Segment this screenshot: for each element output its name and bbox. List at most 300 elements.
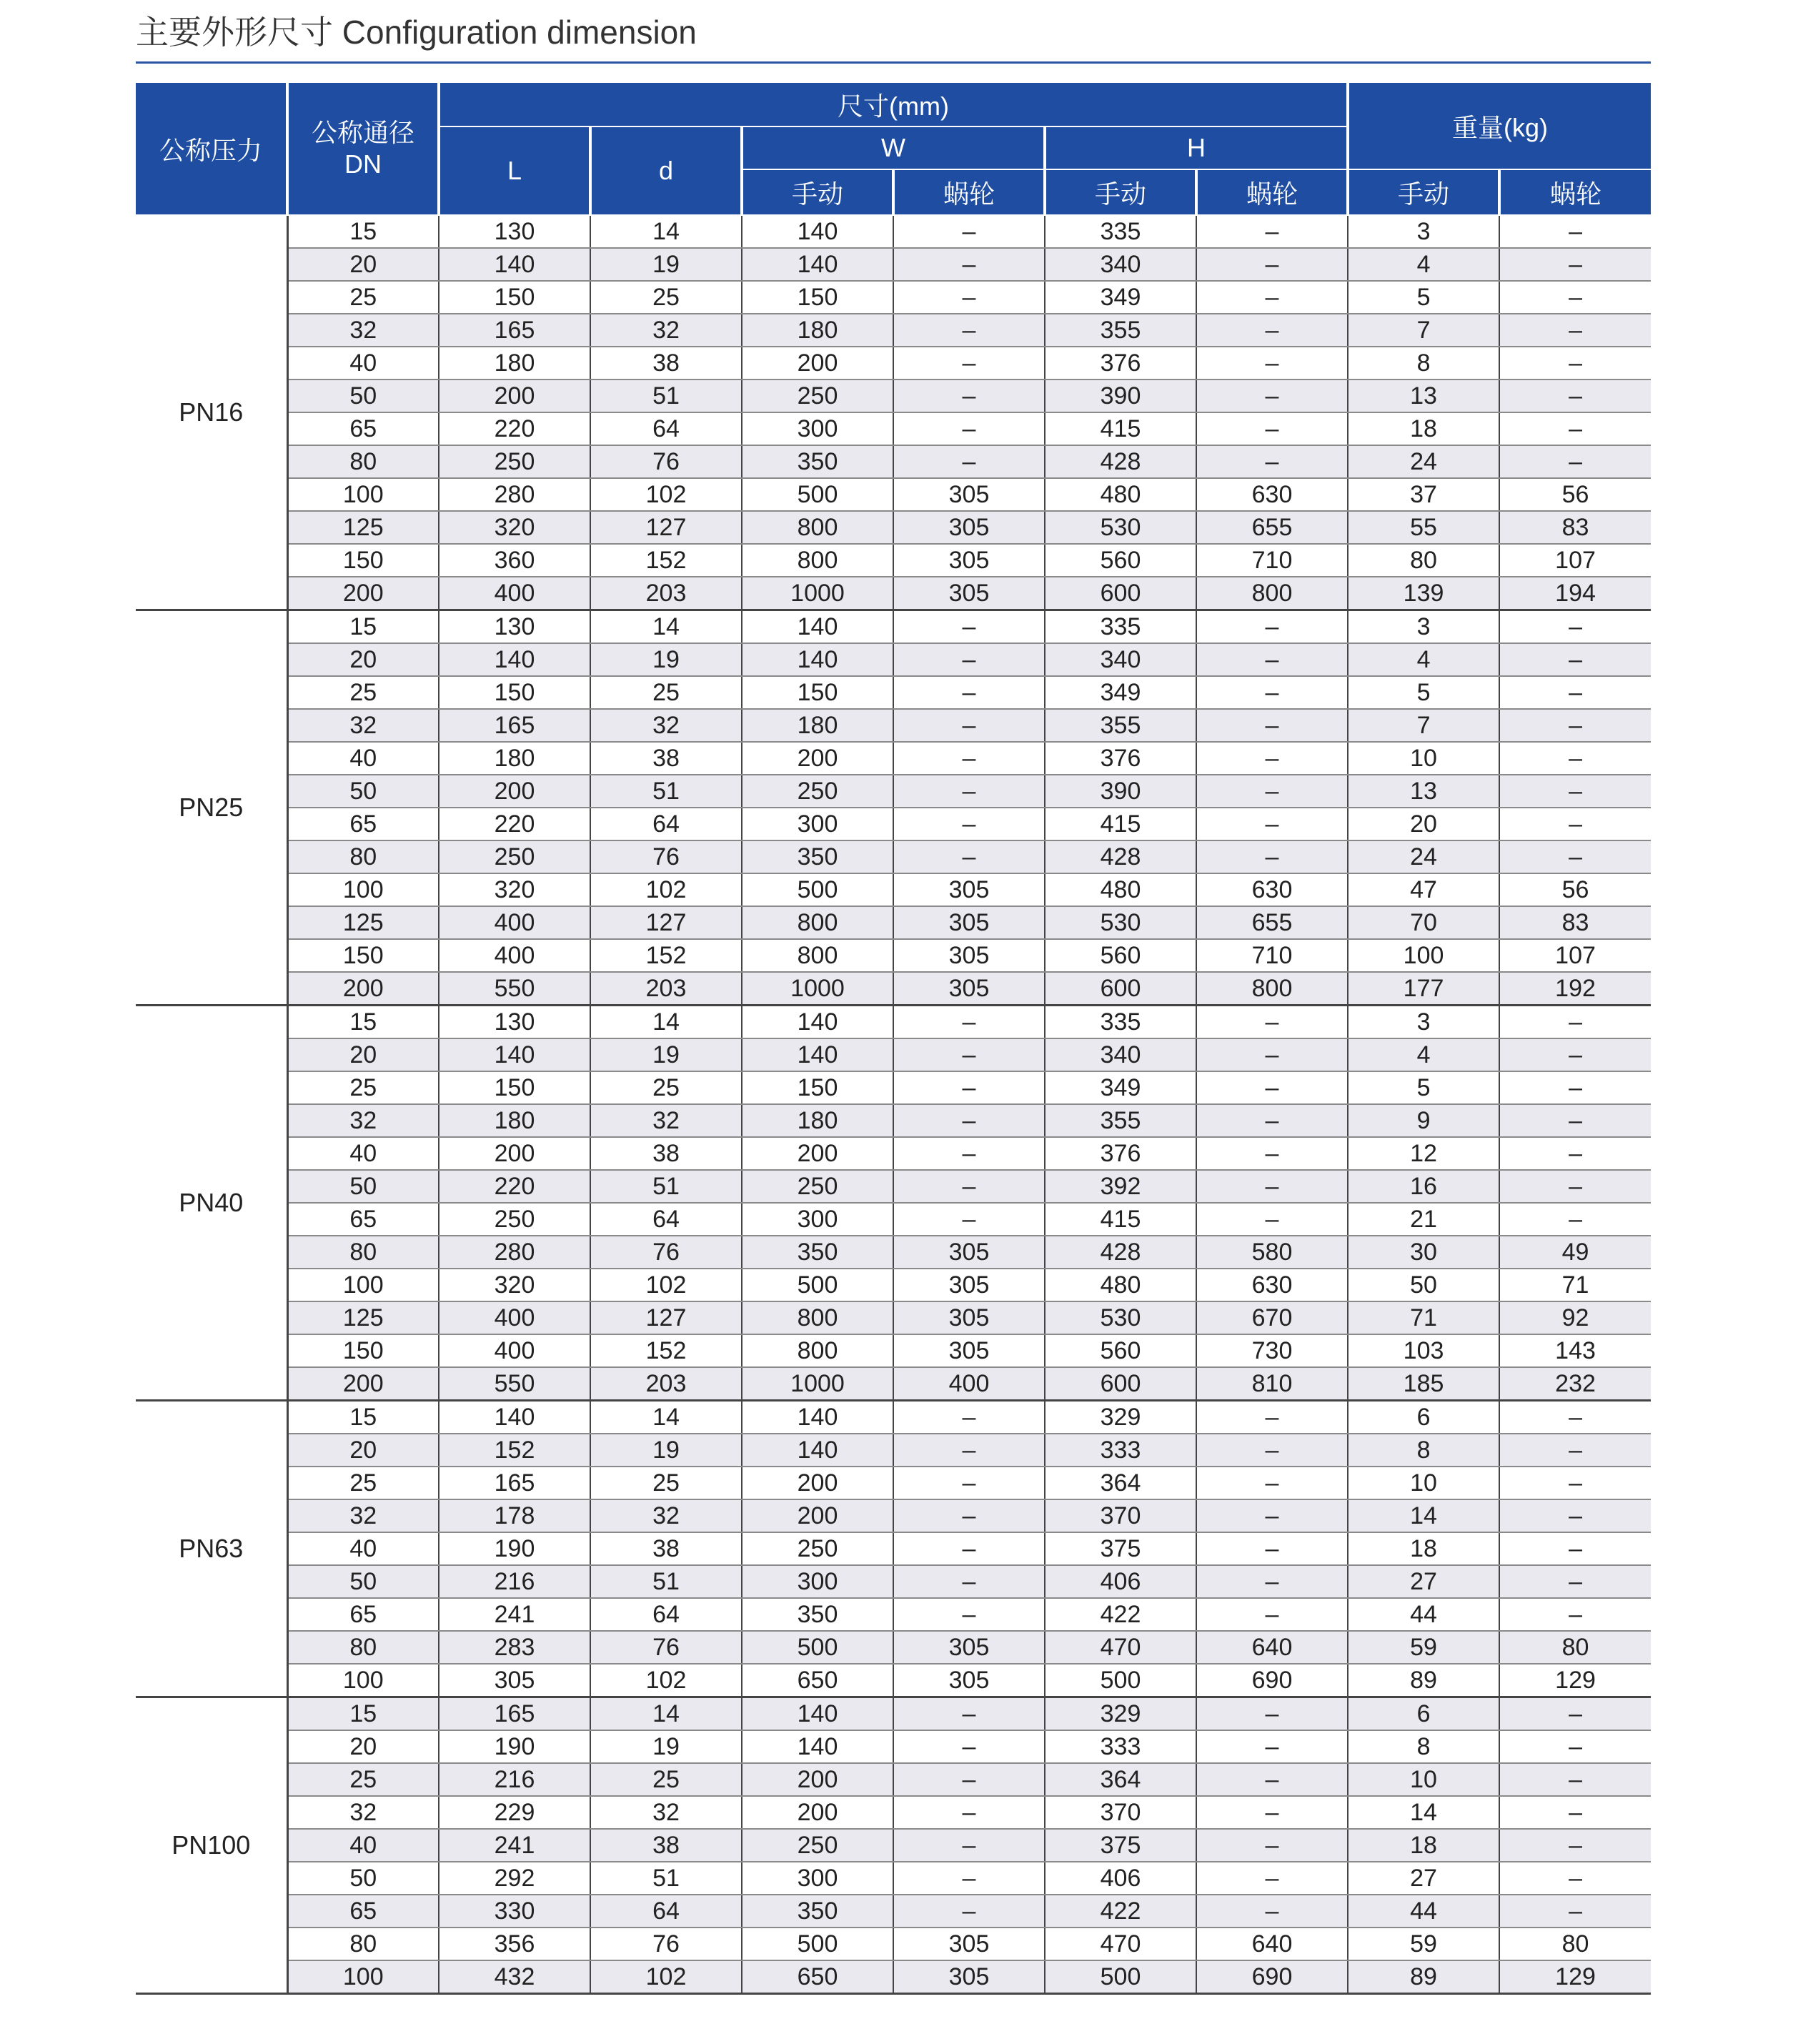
table-row	[136, 1829, 1651, 1862]
table-row	[136, 775, 1651, 808]
cell-w-worm: 305	[893, 1960, 1045, 1994]
cell-d: 203	[590, 972, 742, 1006]
cell-w-worm: 305	[893, 906, 1045, 939]
header-pressure: 公称压力	[136, 83, 287, 215]
cell-weight-manual: 5	[1348, 676, 1499, 709]
cell-d: 19	[590, 1038, 742, 1071]
cell-dn: 80	[287, 445, 439, 478]
cell-h-worm: –	[1196, 1170, 1348, 1203]
cell-d: 14	[590, 1697, 742, 1731]
header-weight-manual: 手动	[1348, 169, 1499, 215]
cell-w-manual: 650	[742, 1664, 893, 1697]
cell-l: 241	[439, 1598, 590, 1631]
cell-d: 64	[590, 1203, 742, 1236]
cell-weight-worm: –	[1499, 215, 1651, 248]
cell-d: 203	[590, 577, 742, 610]
cell-d: 76	[590, 1631, 742, 1664]
cell-w-manual: 140	[742, 1697, 893, 1731]
cell-h-manual: 406	[1045, 1565, 1196, 1598]
cell-w-manual: 300	[742, 412, 893, 445]
cell-weight-worm: 80	[1499, 1631, 1651, 1664]
cell-l: 165	[439, 1467, 590, 1499]
table-row	[136, 1730, 1651, 1763]
cell-h-worm: 800	[1196, 577, 1348, 610]
cell-h-manual: 428	[1045, 840, 1196, 873]
cell-h-worm: –	[1196, 1499, 1348, 1532]
cell-w-worm: –	[893, 1401, 1045, 1434]
cell-l: 165	[439, 314, 590, 347]
cell-h-worm: –	[1196, 1598, 1348, 1631]
cell-dn: 65	[287, 1895, 439, 1928]
table-row	[136, 1401, 1651, 1434]
cell-h-worm: –	[1196, 676, 1348, 709]
cell-w-worm: –	[893, 808, 1045, 840]
cell-weight-manual: 16	[1348, 1170, 1499, 1203]
cell-weight-worm: –	[1499, 1467, 1651, 1499]
cell-h-worm: –	[1196, 1071, 1348, 1104]
cell-weight-manual: 18	[1348, 1532, 1499, 1565]
cell-l: 180	[439, 1104, 590, 1137]
cell-d: 19	[590, 248, 742, 281]
cell-l: 400	[439, 1334, 590, 1367]
cell-dn: 50	[287, 1862, 439, 1895]
cell-w-worm: –	[893, 1895, 1045, 1928]
cell-d: 102	[590, 1960, 742, 1994]
table-body	[136, 215, 1651, 1994]
cell-h-manual: 406	[1045, 1862, 1196, 1895]
cell-w-worm: –	[893, 1565, 1045, 1598]
cell-w-manual: 250	[742, 775, 893, 808]
cell-w-worm: –	[893, 281, 1045, 314]
cell-dn: 65	[287, 808, 439, 840]
cell-w-manual: 800	[742, 906, 893, 939]
cell-d: 32	[590, 1796, 742, 1829]
cell-w-manual: 1000	[742, 1367, 893, 1401]
cell-h-worm: –	[1196, 1697, 1348, 1731]
cell-dn: 15	[287, 610, 439, 644]
cell-h-worm: –	[1196, 314, 1348, 347]
cell-l: 140	[439, 248, 590, 281]
cell-weight-worm: –	[1499, 775, 1651, 808]
cell-h-manual: 422	[1045, 1895, 1196, 1928]
cell-w-manual: 140	[742, 215, 893, 248]
cell-dn: 40	[287, 347, 439, 379]
cell-d: 19	[590, 1730, 742, 1763]
cell-w-worm: –	[893, 1862, 1045, 1895]
cell-w-worm: –	[893, 1829, 1045, 1862]
cell-weight-manual: 103	[1348, 1334, 1499, 1367]
cell-h-worm: –	[1196, 742, 1348, 775]
cell-l: 220	[439, 808, 590, 840]
cell-d: 51	[590, 1565, 742, 1598]
header-dn-line2: DN	[344, 149, 382, 179]
cell-w-manual: 800	[742, 511, 893, 544]
cell-dn: 32	[287, 314, 439, 347]
cell-w-manual: 800	[742, 1334, 893, 1367]
cell-d: 19	[590, 643, 742, 676]
cell-h-manual: 560	[1045, 939, 1196, 972]
cell-weight-manual: 3	[1348, 1006, 1499, 1039]
cell-dn: 50	[287, 1565, 439, 1598]
header-w-worm: 蜗轮	[893, 169, 1045, 215]
cell-d: 32	[590, 709, 742, 742]
cell-d: 102	[590, 478, 742, 511]
table-row	[136, 742, 1651, 775]
cell-w-worm: –	[893, 347, 1045, 379]
table-row	[136, 1006, 1651, 1039]
cell-weight-worm: –	[1499, 281, 1651, 314]
cell-w-worm: –	[893, 1697, 1045, 1731]
cell-weight-manual: 70	[1348, 906, 1499, 939]
cell-weight-manual: 13	[1348, 775, 1499, 808]
cell-h-worm: –	[1196, 412, 1348, 445]
cell-l: 180	[439, 742, 590, 775]
table-row	[136, 1796, 1651, 1829]
table-row	[136, 215, 1651, 248]
table-row	[136, 1862, 1651, 1895]
cell-dn: 80	[287, 1928, 439, 1960]
cell-weight-worm: –	[1499, 314, 1651, 347]
cell-weight-worm: 192	[1499, 972, 1651, 1006]
cell-w-manual: 1000	[742, 577, 893, 610]
cell-weight-worm: 232	[1499, 1367, 1651, 1401]
cell-weight-manual: 6	[1348, 1697, 1499, 1731]
cell-weight-manual: 8	[1348, 1434, 1499, 1467]
cell-w-worm: –	[893, 775, 1045, 808]
cell-w-manual: 250	[742, 1532, 893, 1565]
cell-l: 140	[439, 1038, 590, 1071]
cell-w-worm: 305	[893, 1928, 1045, 1960]
table-row	[136, 1532, 1651, 1565]
cell-weight-manual: 12	[1348, 1137, 1499, 1170]
cell-weight-worm: –	[1499, 1137, 1651, 1170]
cell-d: 25	[590, 676, 742, 709]
cell-weight-worm: –	[1499, 248, 1651, 281]
table-header	[136, 83, 1651, 215]
cell-h-manual: 364	[1045, 1467, 1196, 1499]
cell-d: 32	[590, 1104, 742, 1137]
cell-d: 64	[590, 412, 742, 445]
cell-h-worm: 640	[1196, 1928, 1348, 1960]
cell-weight-worm: 194	[1499, 577, 1651, 610]
table-row	[136, 1301, 1651, 1334]
cell-weight-worm: –	[1499, 1895, 1651, 1928]
cell-weight-manual: 4	[1348, 248, 1499, 281]
cell-weight-worm: –	[1499, 1038, 1651, 1071]
cell-w-manual: 200	[742, 1763, 893, 1796]
cell-h-manual: 480	[1045, 1269, 1196, 1301]
cell-d: 64	[590, 1598, 742, 1631]
cell-l: 200	[439, 379, 590, 412]
cell-w-manual: 200	[742, 1467, 893, 1499]
cell-w-worm: 305	[893, 478, 1045, 511]
cell-weight-worm: –	[1499, 347, 1651, 379]
cell-dn: 40	[287, 1829, 439, 1862]
cell-dn: 200	[287, 1367, 439, 1401]
cell-weight-manual: 14	[1348, 1796, 1499, 1829]
cell-h-manual: 480	[1045, 478, 1196, 511]
cell-h-worm: –	[1196, 709, 1348, 742]
cell-l: 190	[439, 1730, 590, 1763]
cell-weight-manual: 8	[1348, 347, 1499, 379]
cell-l: 320	[439, 511, 590, 544]
cell-d: 102	[590, 873, 742, 906]
cell-h-worm: 730	[1196, 1334, 1348, 1367]
cell-l: 150	[439, 676, 590, 709]
cell-weight-worm: –	[1499, 1796, 1651, 1829]
cell-dn: 100	[287, 478, 439, 511]
cell-h-worm: 630	[1196, 873, 1348, 906]
cell-h-manual: 340	[1045, 248, 1196, 281]
pressure-cell: PN100	[136, 1697, 287, 1994]
cell-l: 400	[439, 939, 590, 972]
cell-w-worm: –	[893, 412, 1045, 445]
cell-h-manual: 415	[1045, 808, 1196, 840]
cell-h-worm: –	[1196, 775, 1348, 808]
table-row	[136, 281, 1651, 314]
cell-h-manual: 390	[1045, 775, 1196, 808]
cell-l: 150	[439, 281, 590, 314]
cell-w-worm: 305	[893, 873, 1045, 906]
cell-weight-worm: –	[1499, 1697, 1651, 1731]
cell-h-worm: 630	[1196, 478, 1348, 511]
cell-dn: 100	[287, 873, 439, 906]
cell-w-manual: 800	[742, 544, 893, 577]
cell-weight-worm: –	[1499, 676, 1651, 709]
cell-dn: 25	[287, 1763, 439, 1796]
table-row	[136, 577, 1651, 610]
cell-h-worm: –	[1196, 1467, 1348, 1499]
cell-h-manual: 560	[1045, 1334, 1196, 1367]
cell-l: 320	[439, 1269, 590, 1301]
table-row	[136, 445, 1651, 478]
cell-w-manual: 140	[742, 1401, 893, 1434]
cell-dn: 20	[287, 1434, 439, 1467]
table-row	[136, 1038, 1651, 1071]
cell-h-worm: –	[1196, 281, 1348, 314]
table-row	[136, 1434, 1651, 1467]
table-row	[136, 544, 1651, 577]
cell-w-worm: –	[893, 445, 1045, 478]
cell-w-worm: –	[893, 742, 1045, 775]
cell-h-worm: –	[1196, 840, 1348, 873]
cell-d: 127	[590, 906, 742, 939]
cell-l: 241	[439, 1829, 590, 1862]
cell-dn: 40	[287, 1532, 439, 1565]
cell-h-manual: 335	[1045, 1006, 1196, 1039]
cell-weight-manual: 59	[1348, 1631, 1499, 1664]
cell-dn: 150	[287, 544, 439, 577]
table-row	[136, 1895, 1651, 1928]
cell-h-manual: 470	[1045, 1928, 1196, 1960]
table-row	[136, 379, 1651, 412]
cell-h-worm: 580	[1196, 1236, 1348, 1269]
cell-w-worm: 400	[893, 1367, 1045, 1401]
cell-w-worm: –	[893, 1038, 1045, 1071]
cell-w-manual: 250	[742, 1829, 893, 1862]
cell-w-worm: –	[893, 1763, 1045, 1796]
cell-w-worm: –	[893, 379, 1045, 412]
cell-w-manual: 250	[742, 1170, 893, 1203]
cell-weight-worm: 56	[1499, 873, 1651, 906]
table-row	[136, 1071, 1651, 1104]
cell-weight-manual: 3	[1348, 215, 1499, 248]
cell-h-worm: –	[1196, 1401, 1348, 1434]
cell-l: 250	[439, 840, 590, 873]
cell-weight-manual: 20	[1348, 808, 1499, 840]
cell-w-manual: 500	[742, 1928, 893, 1960]
cell-l: 178	[439, 1499, 590, 1532]
cell-w-worm: –	[893, 1598, 1045, 1631]
cell-weight-manual: 24	[1348, 445, 1499, 478]
cell-h-worm: –	[1196, 610, 1348, 644]
cell-w-manual: 150	[742, 1071, 893, 1104]
cell-w-worm: –	[893, 1730, 1045, 1763]
cell-weight-worm: –	[1499, 1829, 1651, 1862]
cell-w-manual: 140	[742, 1006, 893, 1039]
page-title: 主要外形尺寸 Configuration dimension	[136, 14, 697, 51]
cell-dn: 32	[287, 1499, 439, 1532]
cell-h-manual: 415	[1045, 1203, 1196, 1236]
cell-h-worm: –	[1196, 808, 1348, 840]
cell-l: 356	[439, 1928, 590, 1960]
cell-w-manual: 300	[742, 808, 893, 840]
cell-l: 165	[439, 1697, 590, 1731]
cell-dn: 100	[287, 1960, 439, 1994]
pressure-cell: PN16	[136, 215, 287, 610]
cell-h-manual: 364	[1045, 1763, 1196, 1796]
cell-weight-manual: 14	[1348, 1499, 1499, 1532]
cell-h-worm: 690	[1196, 1664, 1348, 1697]
cell-h-manual: 340	[1045, 1038, 1196, 1071]
header-h-worm: 蜗轮	[1196, 169, 1348, 215]
table-row	[136, 643, 1651, 676]
title-rule	[136, 61, 1651, 64]
cell-weight-worm: –	[1499, 1401, 1651, 1434]
cell-dn: 32	[287, 1796, 439, 1829]
cell-h-worm: 670	[1196, 1301, 1348, 1334]
cell-h-manual: 530	[1045, 1301, 1196, 1334]
cell-h-manual: 355	[1045, 709, 1196, 742]
cell-l: 150	[439, 1071, 590, 1104]
cell-h-manual: 340	[1045, 643, 1196, 676]
cell-weight-manual: 47	[1348, 873, 1499, 906]
cell-weight-manual: 4	[1348, 1038, 1499, 1071]
cell-d: 38	[590, 347, 742, 379]
cell-w-worm: –	[893, 1532, 1045, 1565]
cell-l: 216	[439, 1565, 590, 1598]
cell-h-worm: –	[1196, 1038, 1348, 1071]
cell-dn: 80	[287, 840, 439, 873]
cell-w-manual: 650	[742, 1960, 893, 1994]
cell-h-manual: 390	[1045, 379, 1196, 412]
cell-h-worm: –	[1196, 1565, 1348, 1598]
cell-w-manual: 350	[742, 1236, 893, 1269]
cell-dn: 20	[287, 1038, 439, 1071]
header-size: 尺寸(mm)	[439, 83, 1348, 126]
cell-h-manual: 355	[1045, 1104, 1196, 1137]
cell-dn: 200	[287, 577, 439, 610]
cell-dn: 25	[287, 676, 439, 709]
cell-weight-manual: 3	[1348, 610, 1499, 644]
cell-w-manual: 800	[742, 1301, 893, 1334]
cell-weight-manual: 100	[1348, 939, 1499, 972]
cell-dn: 150	[287, 939, 439, 972]
cell-weight-worm: –	[1499, 379, 1651, 412]
cell-w-manual: 150	[742, 676, 893, 709]
cell-weight-worm: –	[1499, 445, 1651, 478]
cell-w-worm: 305	[893, 1631, 1045, 1664]
cell-dn: 40	[287, 742, 439, 775]
cell-w-manual: 200	[742, 1137, 893, 1170]
header-d: d	[590, 126, 742, 215]
cell-w-manual: 300	[742, 1565, 893, 1598]
cell-w-manual: 350	[742, 1598, 893, 1631]
cell-w-worm: –	[893, 1104, 1045, 1137]
header-h: H	[1045, 126, 1348, 169]
cell-h-manual: 428	[1045, 445, 1196, 478]
cell-w-worm: –	[893, 840, 1045, 873]
cell-w-manual: 500	[742, 1269, 893, 1301]
cell-h-manual: 333	[1045, 1434, 1196, 1467]
cell-l: 190	[439, 1532, 590, 1565]
cell-d: 64	[590, 1895, 742, 1928]
cell-d: 102	[590, 1664, 742, 1697]
cell-weight-manual: 24	[1348, 840, 1499, 873]
table-row	[136, 939, 1651, 972]
cell-weight-worm: 80	[1499, 1928, 1651, 1960]
cell-d: 32	[590, 314, 742, 347]
cell-h-manual: 470	[1045, 1631, 1196, 1664]
cell-l: 140	[439, 1401, 590, 1434]
cell-w-worm: –	[893, 1170, 1045, 1203]
cell-weight-worm: 107	[1499, 939, 1651, 972]
cell-dn: 125	[287, 1301, 439, 1334]
cell-weight-manual: 59	[1348, 1928, 1499, 1960]
cell-dn: 65	[287, 1598, 439, 1631]
cell-weight-worm: –	[1499, 709, 1651, 742]
cell-w-worm: 305	[893, 939, 1045, 972]
cell-weight-worm: –	[1499, 1763, 1651, 1796]
cell-weight-manual: 13	[1348, 379, 1499, 412]
cell-l: 550	[439, 1367, 590, 1401]
cell-d: 19	[590, 1434, 742, 1467]
cell-d: 51	[590, 775, 742, 808]
cell-weight-worm: –	[1499, 643, 1651, 676]
table-row	[136, 1631, 1651, 1664]
cell-h-worm: –	[1196, 215, 1348, 248]
table-row	[136, 1928, 1651, 1960]
cell-h-manual: 600	[1045, 972, 1196, 1006]
cell-weight-manual: 89	[1348, 1664, 1499, 1697]
table-row	[136, 1104, 1651, 1137]
cell-weight-worm: 83	[1499, 906, 1651, 939]
cell-weight-worm: –	[1499, 742, 1651, 775]
cell-weight-worm: 143	[1499, 1334, 1651, 1367]
cell-l: 140	[439, 643, 590, 676]
cell-w-manual: 350	[742, 445, 893, 478]
cell-w-manual: 140	[742, 1038, 893, 1071]
table-row	[136, 1137, 1651, 1170]
cell-weight-manual: 71	[1348, 1301, 1499, 1334]
cell-w-manual: 300	[742, 1203, 893, 1236]
cell-dn: 65	[287, 1203, 439, 1236]
cell-w-manual: 200	[742, 347, 893, 379]
cell-l: 400	[439, 1301, 590, 1334]
cell-h-manual: 480	[1045, 873, 1196, 906]
cell-w-manual: 200	[742, 1796, 893, 1829]
cell-weight-manual: 55	[1348, 511, 1499, 544]
